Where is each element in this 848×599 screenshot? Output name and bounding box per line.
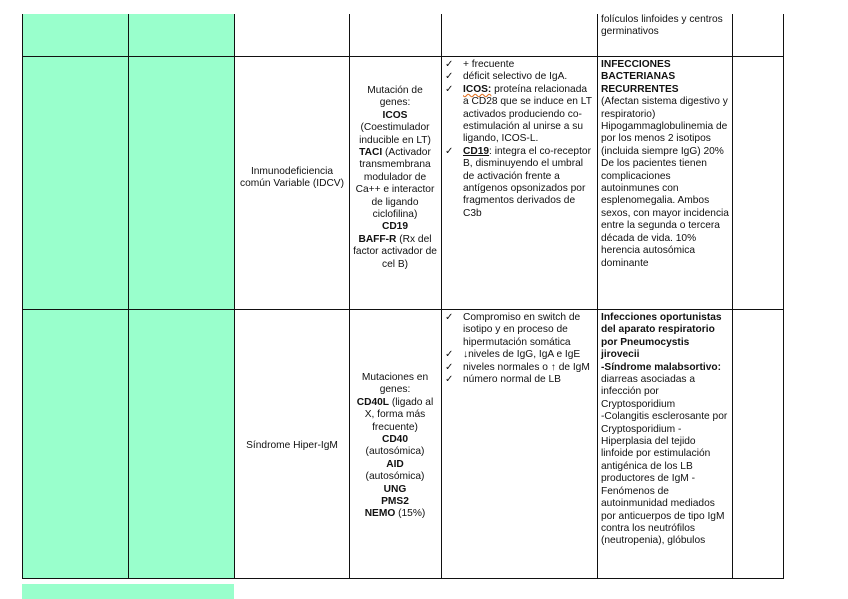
gene-cd40l-desc: (ligado al X, forma más frecuente) xyxy=(364,396,434,433)
gene-cd40: CD40 xyxy=(381,434,409,446)
row2-feature-1: ✓ Compromiso en switch de isotipo y en proceso de hipermutación somática xyxy=(445,312,594,349)
gene-nemo: NEMO xyxy=(364,508,396,520)
row2-disease-name: Síndrome Hiper-IgM xyxy=(246,440,338,451)
row2-feature-2: ✓ ↓niveles de IgG, IgA e IgE xyxy=(445,349,594,361)
row2-feature-3: ✓ niveles normales o ↑ de IgM xyxy=(445,362,594,374)
row2-feature-4: ✓ número normal de LB xyxy=(445,374,594,386)
col-divider-1 xyxy=(128,14,129,579)
gene-baff: BAFF-R xyxy=(358,233,397,245)
row1-clinical-text: (Afectan sistema digestivo y respiratorio) Hipogammaglobulinemia de por los menos 2 isotipos (incluida siempre IgG) 20% De los pacientes tienen complicaciones autoinmunes con esplenomegalia. Ambos sexos, con mayor incidencia entre la segunda o tercera década de vida. 10% herencia autosómica dominante xyxy=(601,96,729,269)
row2-feature-list xyxy=(445,312,594,386)
row1-feature-4 xyxy=(445,146,594,220)
gene-ung: UNG xyxy=(383,483,407,495)
row2-clinical-title: Infecciones oportunistas del aparato respiratorio por Pneumocystis jirovecii xyxy=(601,312,722,361)
col-divider-5 xyxy=(597,14,598,579)
mint-column-1 xyxy=(22,14,128,579)
row1-feature-3-title: ICOS: xyxy=(463,83,492,95)
col-divider-6 xyxy=(732,14,733,579)
gene-icos-desc: (Coestimulador inducible en LT) xyxy=(359,122,431,146)
row1-genes-intro: Mutación de genes: xyxy=(367,85,423,109)
row1-genes-cell xyxy=(352,85,438,271)
gene-cd40l: CD40L xyxy=(356,396,390,408)
row1-feature-2: ✓ déficit selectivo de IgA. xyxy=(445,71,594,83)
row0-clinical-text: folículos linfoides y centros germinativos xyxy=(601,14,723,38)
row1-feature-3 xyxy=(445,84,594,146)
col-divider-3 xyxy=(349,14,350,579)
row2-clinical-cell xyxy=(601,312,729,548)
gene-cd19: CD19 xyxy=(381,221,409,233)
row2-clinical-rest: -Colangitis esclerosante por Cryptosporidium -Hiperplasia del tejido linfoide por estimulación antigénica de los LB productores de IgM -Fenómenos de autoinmunidad mediados por anticuerpos de tipo IgM contra los neutrófilos (neutropenia), glóbulos xyxy=(601,411,728,547)
row2-clinical-sub1-title: -Síndrome malabsortivo: xyxy=(601,361,722,373)
gene-baff-desc: (Rx del factor activador de cel B) xyxy=(353,233,437,270)
mint-footer-band xyxy=(22,584,234,599)
gene-pms2: PMS2 xyxy=(381,496,409,508)
row1-feature-1: ✓ + frecuente xyxy=(445,59,594,71)
gene-taci-desc: (Activador transmembrana modulador de Ca++ e interactor de ligando ciclofilina) xyxy=(355,147,435,221)
col-divider-0 xyxy=(22,14,23,579)
gene-nemo-desc: (15%) xyxy=(398,508,426,520)
gene-aid-desc: (autosómica) xyxy=(365,471,425,483)
row1-feature-list xyxy=(445,59,594,220)
row-divider-1 xyxy=(22,56,784,57)
mint-column-2 xyxy=(128,14,234,579)
col-divider-4 xyxy=(441,14,442,579)
row1-feature-3-text: proteína relacionada a CD28 que se induce en LT activados produciendo co-estimulación al unirse a su ligando, ICOS-L. xyxy=(463,83,592,145)
row2-clinical-sub1-text: diarreas asociadas a infección por Cryptosporidium xyxy=(601,374,696,410)
row1-clinical-cell xyxy=(601,59,729,270)
row1-clinical-title: INFECCIONES BACTERIANAS RECURRENTES xyxy=(601,59,679,95)
gene-cd40-desc: (autosómica) xyxy=(365,446,425,458)
col-divider-2 xyxy=(234,14,235,579)
col-divider-7 xyxy=(783,14,784,579)
gene-aid: AID xyxy=(386,458,404,470)
row1-feature-4-text: : integra el co-receptor B, disminuyendo el umbral de activación frente a antígenos opsonizados por fragmentos derivados de C3b xyxy=(463,145,591,219)
gene-taci: TACI xyxy=(359,147,383,159)
row-divider-2 xyxy=(22,309,784,310)
row1-features-cell xyxy=(445,59,594,220)
row1-disease-name: Inmunodeficiencia común Variable (IDCV) xyxy=(240,166,344,190)
gene-icos: ICOS xyxy=(382,109,408,121)
row1-feature-4-title: CD19 xyxy=(463,145,490,157)
table-bottom-border xyxy=(22,578,784,579)
row2-genes-intro: Mutaciones en genes: xyxy=(361,372,429,396)
row2-features-cell xyxy=(445,312,594,386)
row2-genes-cell xyxy=(352,372,438,521)
